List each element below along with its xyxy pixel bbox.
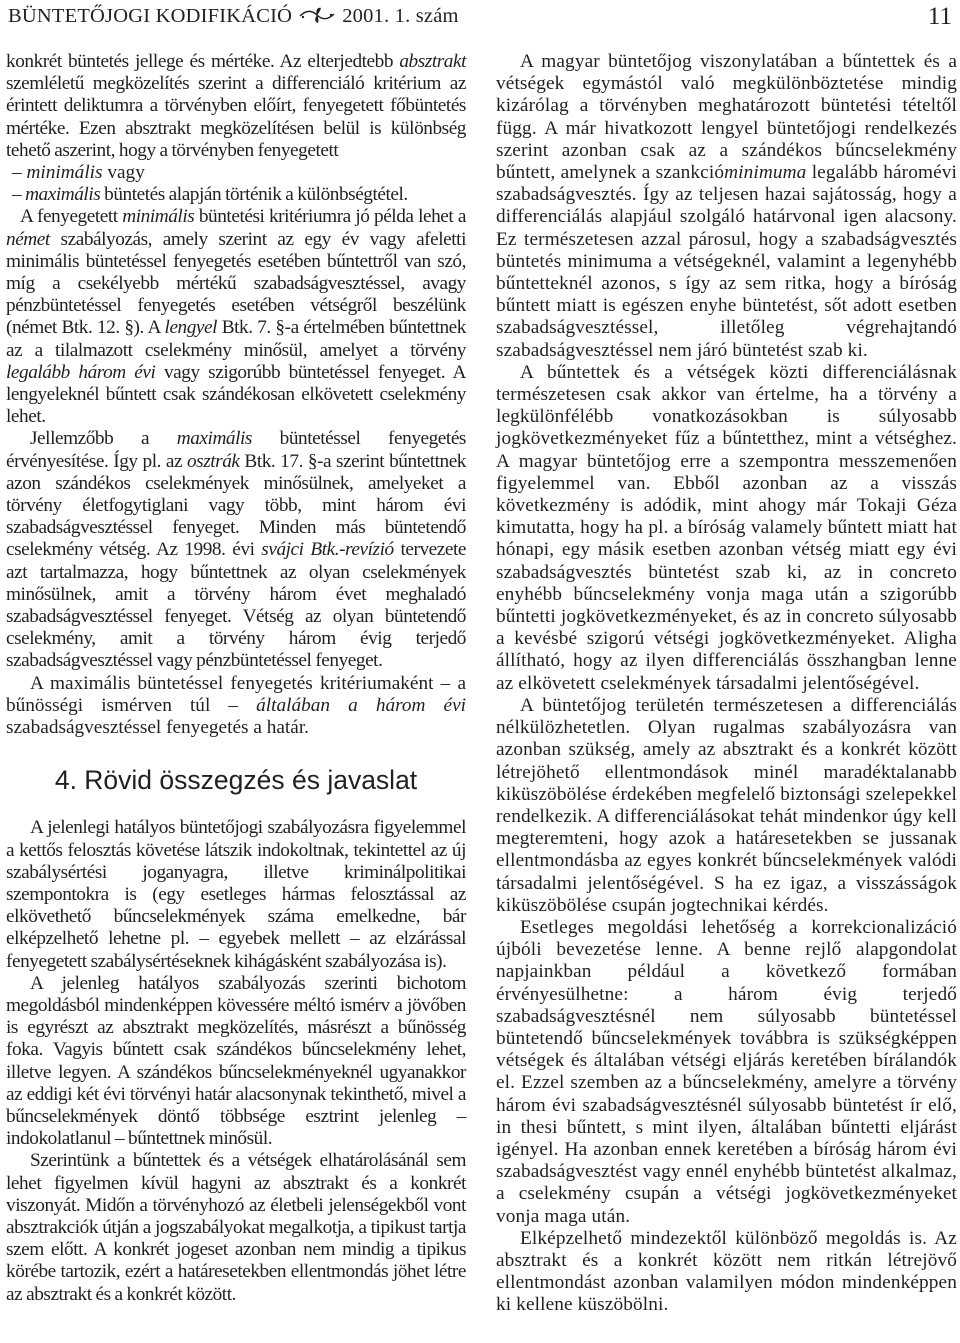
fleuron-icon: [298, 6, 336, 24]
paragraph: konkrét büntetés jellege és mértéke. Az elterjedtebb absztrakt szemléletű megközelítés szerint a differenciáló kritérium az érintett deliktumra a törvényben előírt, fenyegetett főbüntetés mértéke. Ezen absztrakt megközelítésen belül is különbség tehető aszerint, hogy a törvényben fenyegetett: [6, 51, 466, 161]
paragraph: Elképzelhető mindezektől különböző megoldás is. Az absztrakt és a konkrét között nem ritkán létrejövő ellentmondást azonban valamilyen módon mindenképpen ki kellene küszöbölni.: [496, 1227, 957, 1316]
paragraph: A büntetőjog területén természetesen a differenciálás nélkülözhetetlen. Olyan rugalmas szabályozásra van azonban szükség, amely az absztrakt és a konkrét között létrejöhető ellentmondások minél maradéktalanabb kiküszöbölése érdekében megfelelő biztonsági szelepekkel rendelkezik. A differenciálásokat tehát mindenkor úgy kell megteremteni, hogy azok a határesetekben se jussanak ellentmondásba az egyes konkrét bűncselekmények valódi társadalmi jelentőségével. S ha ez igaz, a visszásságok kiküszöbölése csupán jogtechnikai kérdés.: [496, 694, 957, 916]
issue-label: 2001. 1. szám: [342, 5, 459, 27]
running-header: [8, 3, 952, 31]
paragraph: A bűntettek és a vétségek közti differenciálásnak természetesen csak akkor van értelme, ha a törvény a legkülönfélébb vonatkozásokban is súlyosabb jogkövetkezményeket fűz a bűntetthez, mint a vétséghez. A magyar büntetőjog erre a szempontra messzemenően figyelemmel van. Ebből azonban az a visszás következmény is adódik, mint ahogy már Tokaji Géza kimutatta, hogy ha pl. a bíróság valamely bűntett miatt hat hónapi, egy másik esetben azonban vétség miatt egy évi szabadságvesztés büntetést szab ki, az in concreto enyhébb bűncselekmény vonja maga után a szigorúbb bűntetti jogkövetkezményeket, és az in concreto súlyosabb a kevésbé szigorú vétségi jogkövetkezményeket. Aligha állítható, hogy az ilyen differenciálás összhangban lenne az elkövetett cselekmények társadalmi jelentőségével.: [496, 361, 957, 694]
left-column: [6, 51, 466, 1306]
page-number: 11: [927, 3, 952, 30]
list-item: – maximális büntetés alapján történik a különbségtétel.: [12, 184, 408, 206]
paragraph: A maximális büntetéssel fenyegetés kritériumaként – a bűnösségi ismérven túl – általában a három évi szabadságvesztéssel fenyegetés a határ.: [6, 672, 467, 739]
list-item: – minimális vagy: [12, 162, 145, 184]
paragraph: A fenyegetett minimális büntetési kritériumra jó példa lehet a német szabályozás, amely szerint az egy év vagy afeletti minimális büntetéssel fenyegetés esetében bűntettről van szó, míg a csekélyebb mértékű szabadságvesztéssel, avagy pénzbüntetéssel fenyegetés esetében vétségről beszélünk (német Btk. 12. §). A lengyel Btk. 7. §-a értelmében bűntettnek az a tilalmazott cselekmény minősül, amelyet a törvény legalább három évi vagy szigorúbb büntetéssel fenyeget. A lengyeleknél bűntett csak szándékosan elkövetett cselekmény lehet.: [6, 206, 466, 428]
section-heading: 4. Rövid összegzés és javaslat: [54, 765, 418, 796]
paragraph: Jellemzőbb a maximális büntetéssel fenyegetés érvényesítése. Így pl. az osztrák Btk. 17. §-a szerint bűntettnek azon szándékos cselekmények minősülnek, amelyeket a törvény életfogytiglani vagy több, mint három évi szabadságvesztéssel fenyeget. Minden más büntetendő cselekmény vétség. Az 1998. évi svájci Btk.-revízió tervezete azt tartalmazza, hogy bűntettnek az olyan cselekmények minősülnek, amit a törvény három évet meghaladó szabadságvesztéssel fenyeget. Vétség az olyan büntetendő cselekmény, amit a törvény három évig terjedő szabadságvesztéssel vagy pénzbüntetéssel fenyeget.: [6, 428, 466, 672]
paragraph: A jelenlegi hatályos büntetőjogi szabályozásra figyelemmel a kettős felosztás követése látszik indokoltnak, tekintettel az új szabálysértési joganyagra, illetve kriminálpolitikai szempontokra is (egy esetleges hármas felosztással az elkövethető bűncselekmények száma emelkedne, bár elképzelhető lehetne pl. – egyebek mellett – az elzárással fenyegetett szabálysértéseknek kihágásként szabályozása is).: [6, 817, 466, 972]
paragraph: Szerintünk a bűntettek és a vétségek elhatárolásánál sem lehet figyelmen kívül hagyni az absztrakt és a konkrét viszonyát. Midőn a törvényhozó az életbeli jelenségekből vont absztrakciók útján a jogszabályokat megalkotja, a tipikust tartja szem előtt. A konkrét jogeset azonban nem mindig a tipikus körébe tartozik, ezért a határesetekben ellentmondás jöhet létre az absztrakt és a konkrét között.: [6, 1150, 466, 1305]
journal-title: BÜNTETŐJOGI KODIFIKÁCIÓ: [8, 5, 293, 27]
paragraph: A magyar büntetőjog viszonylatában a bűntettek és a vétségek egymástól való megkülönböztetése mindig kizárólag a törvényben meghatározott büntetési tételtől függ. A már hivatkozott lengyel büntetőjogi rendelkezés szerint azonban csak az a szándékos bűncselekmény bűntett, amelynek a szankcióminimuma legalább háromévi szabadságvesztés. Így az teljesen hazai sajátosság, hogy a differenciálás alapjául szolgáló határvonal igen alacsony. Ez természetesen azzal párosul, hogy a szabadságvesztés büntetés minimuma a vétségeknél, valamint a legenyhébb bűntetteknél azonos, s így az sem ritka, hogy a bíróság bűntett miatt is egészen enyhe büntetést, sőt adott esetben szabadságvesztéssel, illetőleg végrehajtandó szabadságvesztéssel nem járó büntetést szab ki.: [496, 51, 957, 361]
right-column: [496, 51, 957, 1317]
paragraph: Esetleges megoldási lehetőség a korrekcionalizáció újbóli bevezetése lenne. A benne rejlő alapgondolat napjainkban például a következő formában érvényesülhetne: a három évig terjedő szabadságvesztésnél nem súlyosabb büntetéssel büntetendő bűncselekmények továbbra is szükségképpen vétségek és általában vétségi eljárás keretében bírálandók el. Ezzel szemben az a bűncselekmény, amelyre a törvény három évi szabadságvesztésnél súlyosabb büntetést ír elő, in thesi bűntett, s mint ilyen, általában bűntetti eljárást igényel. Ha azonban ennek keretében a bíróság három évi szabadságvesztést vagy ennél enyhébb büntetést alkalmaz, a cselekmény csupán a vétségi jogkövetkezményeket vonja maga után.: [496, 916, 957, 1227]
header-left: [8, 5, 459, 28]
paragraph: A jelenleg hatályos szabályozás szerinti bichotom megoldásból mindenképpen kövessére méltó ismérv a jövőben is egyrészt az absztrakt megközelítés, másrészt a bűnösség foka. Vagyis bűntett csak szándékos bűncselekmény lehet, illetve legyen. A szándékos bűncselekményeknél ugyanakkor az eddigi két évi törvényi határ alacsonynak tekinthető, mivel a bűncselekmények döntő többsége esztrint jelenleg – indokolatlanul – bűntettnek minősül.: [6, 972, 466, 1150]
